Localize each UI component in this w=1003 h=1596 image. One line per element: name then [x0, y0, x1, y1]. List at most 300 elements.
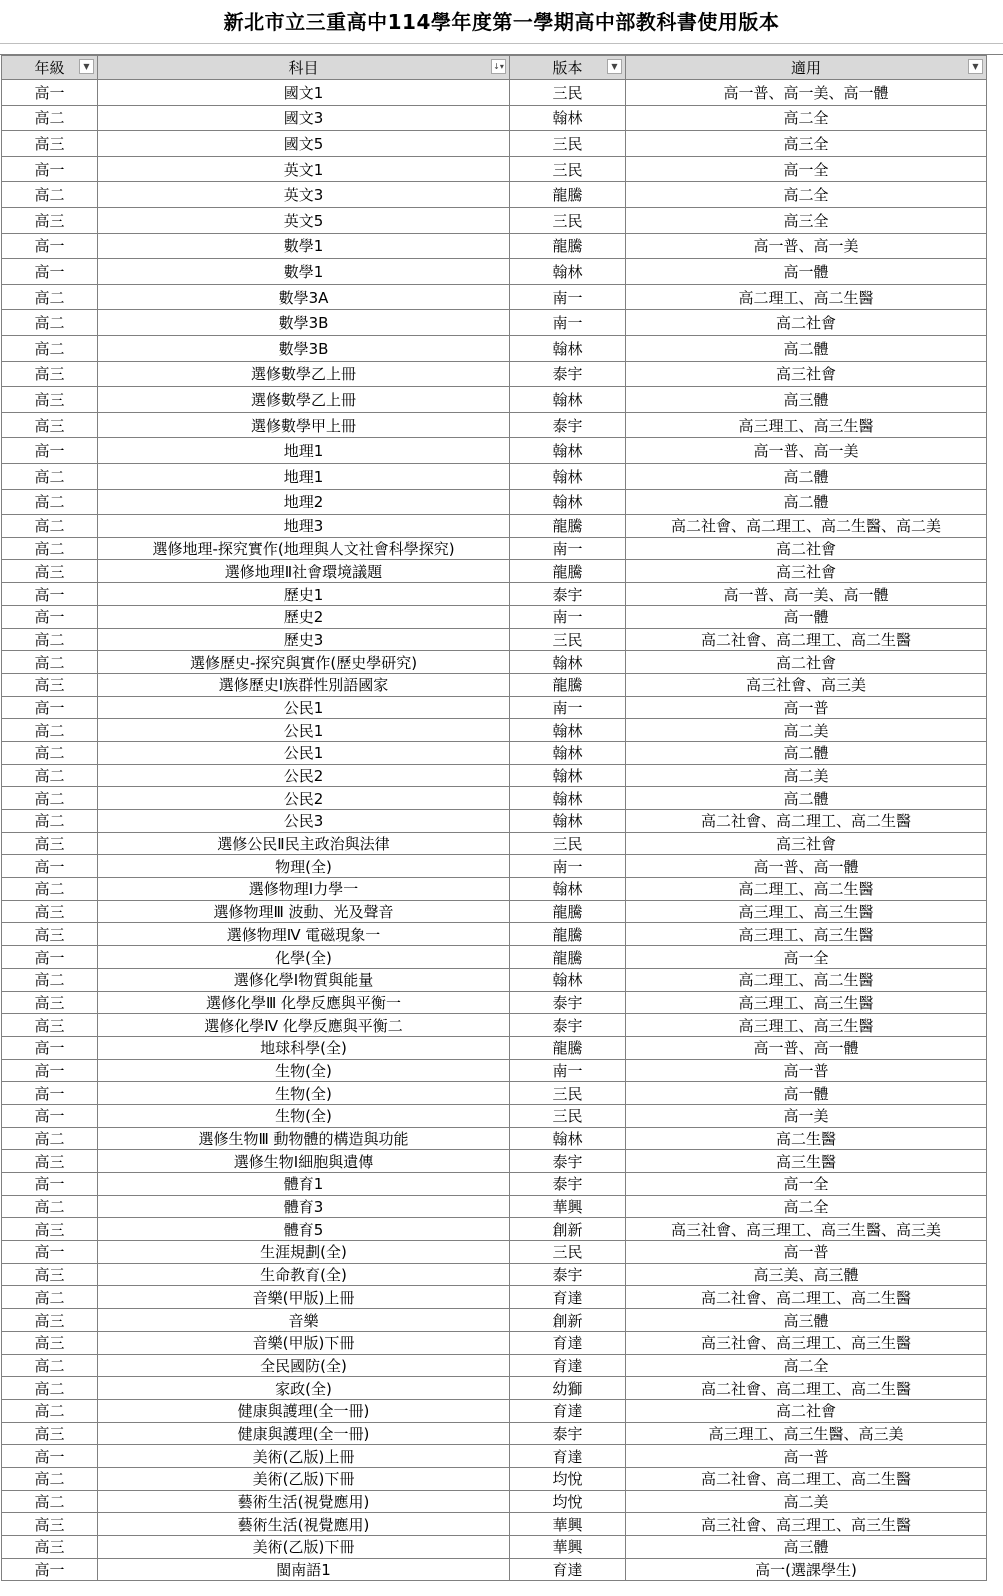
cell-grade[interactable]: 高二	[2, 719, 98, 742]
cell-applicable[interactable]: 高二社會、高二理工、高二生醫	[626, 1467, 987, 1490]
cell-applicable[interactable]: 高三理工、高三生醫	[626, 923, 987, 946]
cell-edition[interactable]: 翰林	[510, 741, 626, 764]
cell-applicable[interactable]: 高一普、高一體	[626, 855, 987, 878]
cell-grade[interactable]: 高二	[2, 1377, 98, 1400]
cell-grade[interactable]: 高三	[2, 560, 98, 583]
cell-applicable[interactable]: 高二社會	[626, 1399, 987, 1422]
cell-applicable[interactable]: 高一普	[626, 1445, 987, 1468]
table-row	[2, 1104, 987, 1127]
cell-subject[interactable]: 公民2	[98, 787, 510, 810]
cell-grade[interactable]: 高二	[2, 463, 98, 489]
cell-applicable[interactable]: 高一體	[626, 605, 987, 628]
cell-subject[interactable]: 體育5	[98, 1218, 510, 1241]
cell-subject[interactable]: 全民國防(全)	[98, 1354, 510, 1377]
cell-applicable[interactable]: 高一普、高一美、高一體	[626, 80, 987, 106]
cell-grade[interactable]: 高一	[2, 156, 98, 182]
cell-subject[interactable]: 生物(全)	[98, 1104, 510, 1127]
cell-grade[interactable]: 高一	[2, 1104, 98, 1127]
table-row	[2, 1490, 987, 1513]
cell-edition[interactable]: 泰宇	[510, 991, 626, 1014]
cell-grade[interactable]: 高二	[2, 968, 98, 991]
table-row	[2, 968, 987, 991]
cell-edition[interactable]: 翰林	[510, 787, 626, 810]
table-row	[2, 1286, 987, 1309]
cell-grade[interactable]: 高一	[2, 1173, 98, 1196]
cell-edition[interactable]: 龍騰	[510, 233, 626, 259]
cell-grade[interactable]: 高三	[2, 387, 98, 413]
cell-edition[interactable]: 泰宇	[510, 583, 626, 606]
table-row	[2, 719, 987, 742]
cell-applicable[interactable]: 高二社會	[626, 537, 987, 560]
cell-subject[interactable]: 生涯規劃(全)	[98, 1241, 510, 1264]
cell-edition[interactable]: 泰宇	[510, 1422, 626, 1445]
cell-applicable[interactable]: 高二社會、高二理工、高二生醫、高二美	[626, 515, 987, 538]
cell-grade[interactable]: 高三	[2, 131, 98, 157]
cell-applicable[interactable]: 高一(選課學生)	[626, 1558, 987, 1581]
cell-edition[interactable]: 泰宇	[510, 412, 626, 438]
cell-applicable[interactable]: 高二全	[626, 105, 987, 131]
table-row	[2, 583, 987, 606]
cell-subject[interactable]: 地理1	[98, 438, 510, 464]
table-row	[2, 1218, 987, 1241]
cell-edition[interactable]: 華興	[510, 1513, 626, 1536]
cell-edition[interactable]: 翰林	[510, 651, 626, 674]
cell-grade[interactable]: 高二	[2, 489, 98, 515]
cell-grade[interactable]: 高二	[2, 1490, 98, 1513]
cell-grade[interactable]: 高二	[2, 764, 98, 787]
cell-edition[interactable]: 華興	[510, 1536, 626, 1559]
cell-grade[interactable]: 高一	[2, 1558, 98, 1581]
cell-applicable[interactable]: 高二體	[626, 489, 987, 515]
cell-grade[interactable]: 高二	[2, 787, 98, 810]
cell-edition[interactable]: 龍騰	[510, 182, 626, 208]
cell-subject[interactable]: 閩南語1	[98, 1558, 510, 1581]
cell-applicable[interactable]: 高二美	[626, 719, 987, 742]
cell-applicable[interactable]: 高二社會	[626, 310, 987, 336]
cell-subject[interactable]: 選修化學Ⅲ 化學反應與平衡一	[98, 991, 510, 1014]
cell-applicable[interactable]: 高二社會、高二理工、高二生醫	[626, 810, 987, 833]
cell-subject[interactable]: 藝術生活(視覺應用)	[98, 1513, 510, 1536]
cell-edition[interactable]: 泰宇	[510, 1150, 626, 1173]
cell-grade[interactable]: 高三	[2, 923, 98, 946]
cell-applicable[interactable]: 高一普、高一體	[626, 1036, 987, 1059]
cell-applicable[interactable]: 高一全	[626, 156, 987, 182]
cell-subject[interactable]: 公民1	[98, 741, 510, 764]
cell-applicable[interactable]: 高三理工、高三生醫、高三美	[626, 1422, 987, 1445]
cell-grade[interactable]: 高一	[2, 1059, 98, 1082]
table-row	[2, 1513, 987, 1536]
cell-subject[interactable]: 選修數學甲上冊	[98, 412, 510, 438]
cell-subject[interactable]: 選修數學乙上冊	[98, 361, 510, 387]
filter-dropdown-icon[interactable]: ▼	[607, 59, 622, 74]
cell-subject[interactable]: 地理3	[98, 515, 510, 538]
column-header-edition	[510, 56, 626, 80]
cell-edition[interactable]: 華興	[510, 1195, 626, 1218]
cell-applicable[interactable]: 高二社會	[626, 651, 987, 674]
cell-edition[interactable]: 翰林	[510, 105, 626, 131]
cell-subject[interactable]: 選修地理Ⅱ社會環境議題	[98, 560, 510, 583]
filter-dropdown-icon[interactable]: ▼	[968, 59, 983, 74]
cell-grade[interactable]: 高二	[2, 651, 98, 674]
cell-grade[interactable]: 高二	[2, 810, 98, 833]
cell-subject[interactable]: 化學(全)	[98, 946, 510, 969]
cell-applicable[interactable]: 高一全	[626, 1173, 987, 1196]
cell-applicable[interactable]: 高一美	[626, 1104, 987, 1127]
cell-grade[interactable]: 高一	[2, 1241, 98, 1264]
table-row	[2, 335, 987, 361]
cell-edition[interactable]: 南一	[510, 284, 626, 310]
cell-subject[interactable]: 選修化學Ⅰ物質與能量	[98, 968, 510, 991]
cell-applicable[interactable]: 高一普、高一美	[626, 438, 987, 464]
cell-grade[interactable]: 高三	[2, 900, 98, 923]
cell-grade[interactable]: 高三	[2, 207, 98, 233]
cell-subject[interactable]: 地球科學(全)	[98, 1036, 510, 1059]
cell-edition[interactable]: 幼獅	[510, 1377, 626, 1400]
table-row	[2, 855, 987, 878]
cell-edition[interactable]: 龍騰	[510, 673, 626, 696]
cell-applicable[interactable]: 高三生醫	[626, 1150, 987, 1173]
cell-edition[interactable]: 育達	[510, 1354, 626, 1377]
cell-edition[interactable]: 三民	[510, 131, 626, 157]
cell-grade[interactable]: 高一	[2, 605, 98, 628]
cell-applicable[interactable]: 高一普	[626, 1241, 987, 1264]
table-row	[2, 80, 987, 106]
table-row	[2, 1467, 987, 1490]
cell-grade[interactable]: 高三	[2, 1150, 98, 1173]
cell-subject[interactable]: 英文5	[98, 207, 510, 233]
cell-applicable[interactable]: 高二全	[626, 182, 987, 208]
table-row	[2, 131, 987, 157]
cell-grade[interactable]: 高二	[2, 878, 98, 901]
cell-grade[interactable]: 高三	[2, 1422, 98, 1445]
cell-grade[interactable]: 高二	[2, 741, 98, 764]
table-row	[2, 1150, 987, 1173]
table-row	[2, 923, 987, 946]
cell-grade[interactable]: 高二	[2, 310, 98, 336]
cell-subject[interactable]: 地理1	[98, 463, 510, 489]
cell-grade[interactable]: 高二	[2, 1195, 98, 1218]
cell-edition[interactable]: 南一	[510, 855, 626, 878]
cell-subject[interactable]: 公民3	[98, 810, 510, 833]
cell-edition[interactable]: 南一	[510, 310, 626, 336]
cell-subject[interactable]: 家政(全)	[98, 1377, 510, 1400]
cell-subject[interactable]: 藝術生活(視覺應用)	[98, 1490, 510, 1513]
cell-applicable[interactable]: 高二理工、高二生醫	[626, 284, 987, 310]
cell-subject[interactable]: 國文3	[98, 105, 510, 131]
cell-edition[interactable]: 南一	[510, 537, 626, 560]
cell-grade[interactable]: 高二	[2, 1286, 98, 1309]
cell-applicable[interactable]: 高二社會、高二理工、高二生醫	[626, 628, 987, 651]
cell-subject[interactable]: 選修物理Ⅳ 電磁現象一	[98, 923, 510, 946]
cell-applicable[interactable]: 高一普	[626, 696, 987, 719]
cell-subject[interactable]: 選修公民Ⅱ民主政治與法律	[98, 832, 510, 855]
cell-edition[interactable]: 南一	[510, 696, 626, 719]
cell-subject[interactable]: 歷史2	[98, 605, 510, 628]
cell-subject[interactable]: 公民1	[98, 719, 510, 742]
cell-grade[interactable]: 高二	[2, 1354, 98, 1377]
cell-edition[interactable]: 三民	[510, 80, 626, 106]
cell-subject[interactable]: 數學3B	[98, 310, 510, 336]
table-row	[2, 832, 987, 855]
table-row	[2, 560, 987, 583]
cell-grade[interactable]: 高三	[2, 1014, 98, 1037]
cell-edition[interactable]: 育達	[510, 1331, 626, 1354]
cell-applicable[interactable]: 高三社會、高三理工、高三生醫、高三美	[626, 1218, 987, 1241]
cell-grade[interactable]: 高一	[2, 259, 98, 285]
table-row	[2, 1059, 987, 1082]
cell-edition[interactable]: 創新	[510, 1218, 626, 1241]
cell-edition[interactable]: 龍騰	[510, 1036, 626, 1059]
cell-applicable[interactable]: 高三社會、高三美	[626, 673, 987, 696]
cell-edition[interactable]: 三民	[510, 1082, 626, 1105]
cell-edition[interactable]: 翰林	[510, 878, 626, 901]
cell-applicable[interactable]: 高二社會、高二理工、高二生醫	[626, 1286, 987, 1309]
cell-subject[interactable]: 選修歷史-探究與實作(歷史學研究)	[98, 651, 510, 674]
cell-grade[interactable]: 高一	[2, 855, 98, 878]
cell-grade[interactable]: 高二	[2, 515, 98, 538]
cell-subject[interactable]: 選修數學乙上冊	[98, 387, 510, 413]
cell-grade[interactable]: 高一	[2, 696, 98, 719]
cell-subject[interactable]: 選修生物Ⅰ細胞與遺傳	[98, 1150, 510, 1173]
cell-applicable[interactable]: 高二體	[626, 463, 987, 489]
cell-subject[interactable]: 生命教育(全)	[98, 1263, 510, 1286]
cell-applicable[interactable]: 高二理工、高二生醫	[626, 968, 987, 991]
cell-edition[interactable]: 泰宇	[510, 1173, 626, 1196]
cell-applicable[interactable]: 高三體	[626, 387, 987, 413]
table-row	[2, 787, 987, 810]
cell-grade[interactable]: 高二	[2, 182, 98, 208]
table-row	[2, 1354, 987, 1377]
cell-subject[interactable]: 健康與護理(全一冊)	[98, 1422, 510, 1445]
cell-applicable[interactable]: 高三體	[626, 1536, 987, 1559]
cell-applicable[interactable]: 高三理工、高三生醫	[626, 991, 987, 1014]
cell-applicable[interactable]: 高一全	[626, 946, 987, 969]
cell-edition[interactable]: 泰宇	[510, 1263, 626, 1286]
cell-edition[interactable]: 翰林	[510, 968, 626, 991]
cell-applicable[interactable]: 高三全	[626, 131, 987, 157]
cell-applicable[interactable]: 高三社會	[626, 832, 987, 855]
cell-subject[interactable]: 英文1	[98, 156, 510, 182]
cell-applicable[interactable]: 高二美	[626, 764, 987, 787]
cell-grade[interactable]: 高一	[2, 583, 98, 606]
cell-edition[interactable]: 龍騰	[510, 923, 626, 946]
cell-grade[interactable]: 高一	[2, 1036, 98, 1059]
cell-subject[interactable]: 國文5	[98, 131, 510, 157]
cell-grade[interactable]: 高二	[2, 628, 98, 651]
cell-edition[interactable]: 翰林	[510, 810, 626, 833]
cell-applicable[interactable]: 高二社會、高二理工、高二生醫	[626, 1377, 987, 1400]
cell-grade[interactable]: 高二	[2, 537, 98, 560]
cell-grade[interactable]: 高三	[2, 412, 98, 438]
cell-edition[interactable]: 育達	[510, 1286, 626, 1309]
cell-edition[interactable]: 翰林	[510, 719, 626, 742]
textbook-table	[1, 55, 987, 1581]
cell-edition[interactable]: 南一	[510, 1059, 626, 1082]
cell-applicable[interactable]: 高一普、高一美、高一體	[626, 583, 987, 606]
cell-grade[interactable]: 高三	[2, 1331, 98, 1354]
cell-subject[interactable]: 音樂(甲版)下冊	[98, 1331, 510, 1354]
column-header-subject	[98, 56, 510, 80]
cell-grade[interactable]: 高三	[2, 361, 98, 387]
cell-applicable[interactable]: 高三社會、高三理工、高三生醫	[626, 1513, 987, 1536]
cell-edition[interactable]: 翰林	[510, 489, 626, 515]
cell-subject[interactable]: 英文3	[98, 182, 510, 208]
cell-edition[interactable]: 翰林	[510, 764, 626, 787]
cell-applicable[interactable]: 高三全	[626, 207, 987, 233]
cell-subject[interactable]: 數學3A	[98, 284, 510, 310]
cell-subject[interactable]: 公民1	[98, 696, 510, 719]
cell-subject[interactable]: 美術(乙版)上冊	[98, 1445, 510, 1468]
cell-edition[interactable]: 三民	[510, 1104, 626, 1127]
cell-subject[interactable]: 體育3	[98, 1195, 510, 1218]
table-row	[2, 1445, 987, 1468]
cell-grade[interactable]: 高一	[2, 233, 98, 259]
table-row	[2, 1422, 987, 1445]
cell-subject[interactable]: 健康與護理(全一冊)	[98, 1399, 510, 1422]
cell-subject[interactable]: 數學3B	[98, 335, 510, 361]
cell-subject[interactable]: 數學1	[98, 259, 510, 285]
cell-grade[interactable]: 高二	[2, 105, 98, 131]
column-header-label: 版本	[552, 59, 583, 77]
cell-edition[interactable]: 三民	[510, 207, 626, 233]
cell-applicable[interactable]: 高三理工、高三生醫	[626, 1014, 987, 1037]
cell-applicable[interactable]: 高三體	[626, 1309, 987, 1332]
cell-grade[interactable]: 高一	[2, 438, 98, 464]
table-row	[2, 1173, 987, 1196]
cell-subject[interactable]: 選修地理-探究實作(地理與人文社會科學探究)	[98, 537, 510, 560]
cell-subject[interactable]: 選修歷史Ⅰ族群性別語國家	[98, 673, 510, 696]
table-row	[2, 105, 987, 131]
cell-edition[interactable]: 三民	[510, 628, 626, 651]
cell-subject[interactable]: 音樂(甲版)上冊	[98, 1286, 510, 1309]
table-row	[2, 207, 987, 233]
cell-subject[interactable]: 選修化學Ⅳ 化學反應與平衡二	[98, 1014, 510, 1037]
cell-subject[interactable]: 選修物理Ⅰ力學一	[98, 878, 510, 901]
cell-edition[interactable]: 均悅	[510, 1490, 626, 1513]
cell-edition[interactable]: 翰林	[510, 1127, 626, 1150]
cell-grade[interactable]: 高一	[2, 80, 98, 106]
cell-grade[interactable]: 高三	[2, 1309, 98, 1332]
cell-grade[interactable]: 高三	[2, 1263, 98, 1286]
cell-edition[interactable]: 龍騰	[510, 560, 626, 583]
cell-grade[interactable]: 高一	[2, 1445, 98, 1468]
table-row	[2, 991, 987, 1014]
cell-subject[interactable]: 音樂	[98, 1309, 510, 1332]
cell-edition[interactable]: 翰林	[510, 335, 626, 361]
cell-applicable[interactable]: 高一體	[626, 1082, 987, 1105]
cell-grade[interactable]: 高三	[2, 1218, 98, 1241]
cell-grade[interactable]: 高一	[2, 946, 98, 969]
cell-applicable[interactable]: 高二體	[626, 741, 987, 764]
cell-applicable[interactable]: 高二理工、高二生醫	[626, 878, 987, 901]
cell-subject[interactable]: 選修物理Ⅲ 波動、光及聲音	[98, 900, 510, 923]
cell-subject[interactable]: 物理(全)	[98, 855, 510, 878]
cell-applicable[interactable]: 高三社會、高三理工、高三生醫	[626, 1331, 987, 1354]
cell-grade[interactable]: 高二	[2, 335, 98, 361]
cell-grade[interactable]: 高三	[2, 673, 98, 696]
cell-applicable[interactable]: 高三理工、高三生醫	[626, 412, 987, 438]
cell-grade[interactable]: 高一	[2, 1082, 98, 1105]
cell-subject[interactable]: 歷史1	[98, 583, 510, 606]
cell-applicable[interactable]: 高三社會	[626, 560, 987, 583]
cell-edition[interactable]: 翰林	[510, 438, 626, 464]
cell-applicable[interactable]: 高二全	[626, 1195, 987, 1218]
cell-applicable[interactable]: 高一普	[626, 1059, 987, 1082]
cell-applicable[interactable]: 高二全	[626, 1354, 987, 1377]
blank-row	[0, 44, 1003, 55]
cell-edition[interactable]: 育達	[510, 1558, 626, 1581]
cell-subject[interactable]: 公民2	[98, 764, 510, 787]
filter-dropdown-icon[interactable]: ▼	[79, 59, 94, 74]
cell-subject[interactable]: 地理2	[98, 489, 510, 515]
table-row	[2, 696, 987, 719]
table-row	[2, 651, 987, 674]
cell-grade[interactable]: 高二	[2, 284, 98, 310]
cell-edition[interactable]: 泰宇	[510, 361, 626, 387]
table-row	[2, 1558, 987, 1581]
cell-edition[interactable]: 龍騰	[510, 515, 626, 538]
table-row	[2, 463, 987, 489]
table-row	[2, 156, 987, 182]
cell-grade[interactable]: 高三	[2, 1513, 98, 1536]
cell-subject[interactable]: 美術(乙版)下冊	[98, 1467, 510, 1490]
cell-applicable[interactable]: 高二體	[626, 787, 987, 810]
cell-subject[interactable]: 數學1	[98, 233, 510, 259]
cell-edition[interactable]: 南一	[510, 605, 626, 628]
cell-grade[interactable]: 高三	[2, 1536, 98, 1559]
table-row	[2, 1036, 987, 1059]
cell-subject[interactable]: 國文1	[98, 80, 510, 106]
cell-edition[interactable]: 創新	[510, 1309, 626, 1332]
cell-applicable[interactable]: 高二生醫	[626, 1127, 987, 1150]
cell-edition[interactable]: 泰宇	[510, 1014, 626, 1037]
cell-grade[interactable]: 高二	[2, 1467, 98, 1490]
cell-grade[interactable]: 高二	[2, 1399, 98, 1422]
cell-grade[interactable]: 高二	[2, 1127, 98, 1150]
cell-subject[interactable]: 生物(全)	[98, 1082, 510, 1105]
cell-edition[interactable]: 龍騰	[510, 900, 626, 923]
cell-subject[interactable]: 生物(全)	[98, 1059, 510, 1082]
cell-edition[interactable]: 翰林	[510, 463, 626, 489]
cell-edition[interactable]: 三民	[510, 832, 626, 855]
cell-edition[interactable]: 翰林	[510, 259, 626, 285]
cell-subject[interactable]: 美術(乙版)下冊	[98, 1536, 510, 1559]
cell-edition[interactable]: 育達	[510, 1445, 626, 1468]
table-row	[2, 1195, 987, 1218]
cell-edition[interactable]: 均悅	[510, 1467, 626, 1490]
cell-applicable[interactable]: 高三社會	[626, 361, 987, 387]
cell-applicable[interactable]: 高三美、高三體	[626, 1263, 987, 1286]
cell-applicable[interactable]: 高一普、高一美	[626, 233, 987, 259]
cell-subject[interactable]: 歷史3	[98, 628, 510, 651]
cell-applicable[interactable]: 高二美	[626, 1490, 987, 1513]
cell-edition[interactable]: 翰林	[510, 387, 626, 413]
cell-subject[interactable]: 體育1	[98, 1173, 510, 1196]
column-header-label: 適用	[790, 59, 821, 77]
cell-applicable[interactable]: 高二體	[626, 335, 987, 361]
cell-edition[interactable]: 三民	[510, 156, 626, 182]
cell-grade[interactable]: 高三	[2, 832, 98, 855]
cell-grade[interactable]: 高三	[2, 991, 98, 1014]
table-row	[2, 182, 987, 208]
cell-edition[interactable]: 龍騰	[510, 946, 626, 969]
cell-edition[interactable]: 育達	[510, 1399, 626, 1422]
cell-edition[interactable]: 三民	[510, 1241, 626, 1264]
sort-filter-icon[interactable]: ↓▾	[491, 59, 506, 74]
cell-applicable[interactable]: 高三理工、高三生醫	[626, 900, 987, 923]
cell-subject[interactable]: 選修生物Ⅲ 動物體的構造與功能	[98, 1127, 510, 1150]
cell-applicable[interactable]: 高一體	[626, 259, 987, 285]
